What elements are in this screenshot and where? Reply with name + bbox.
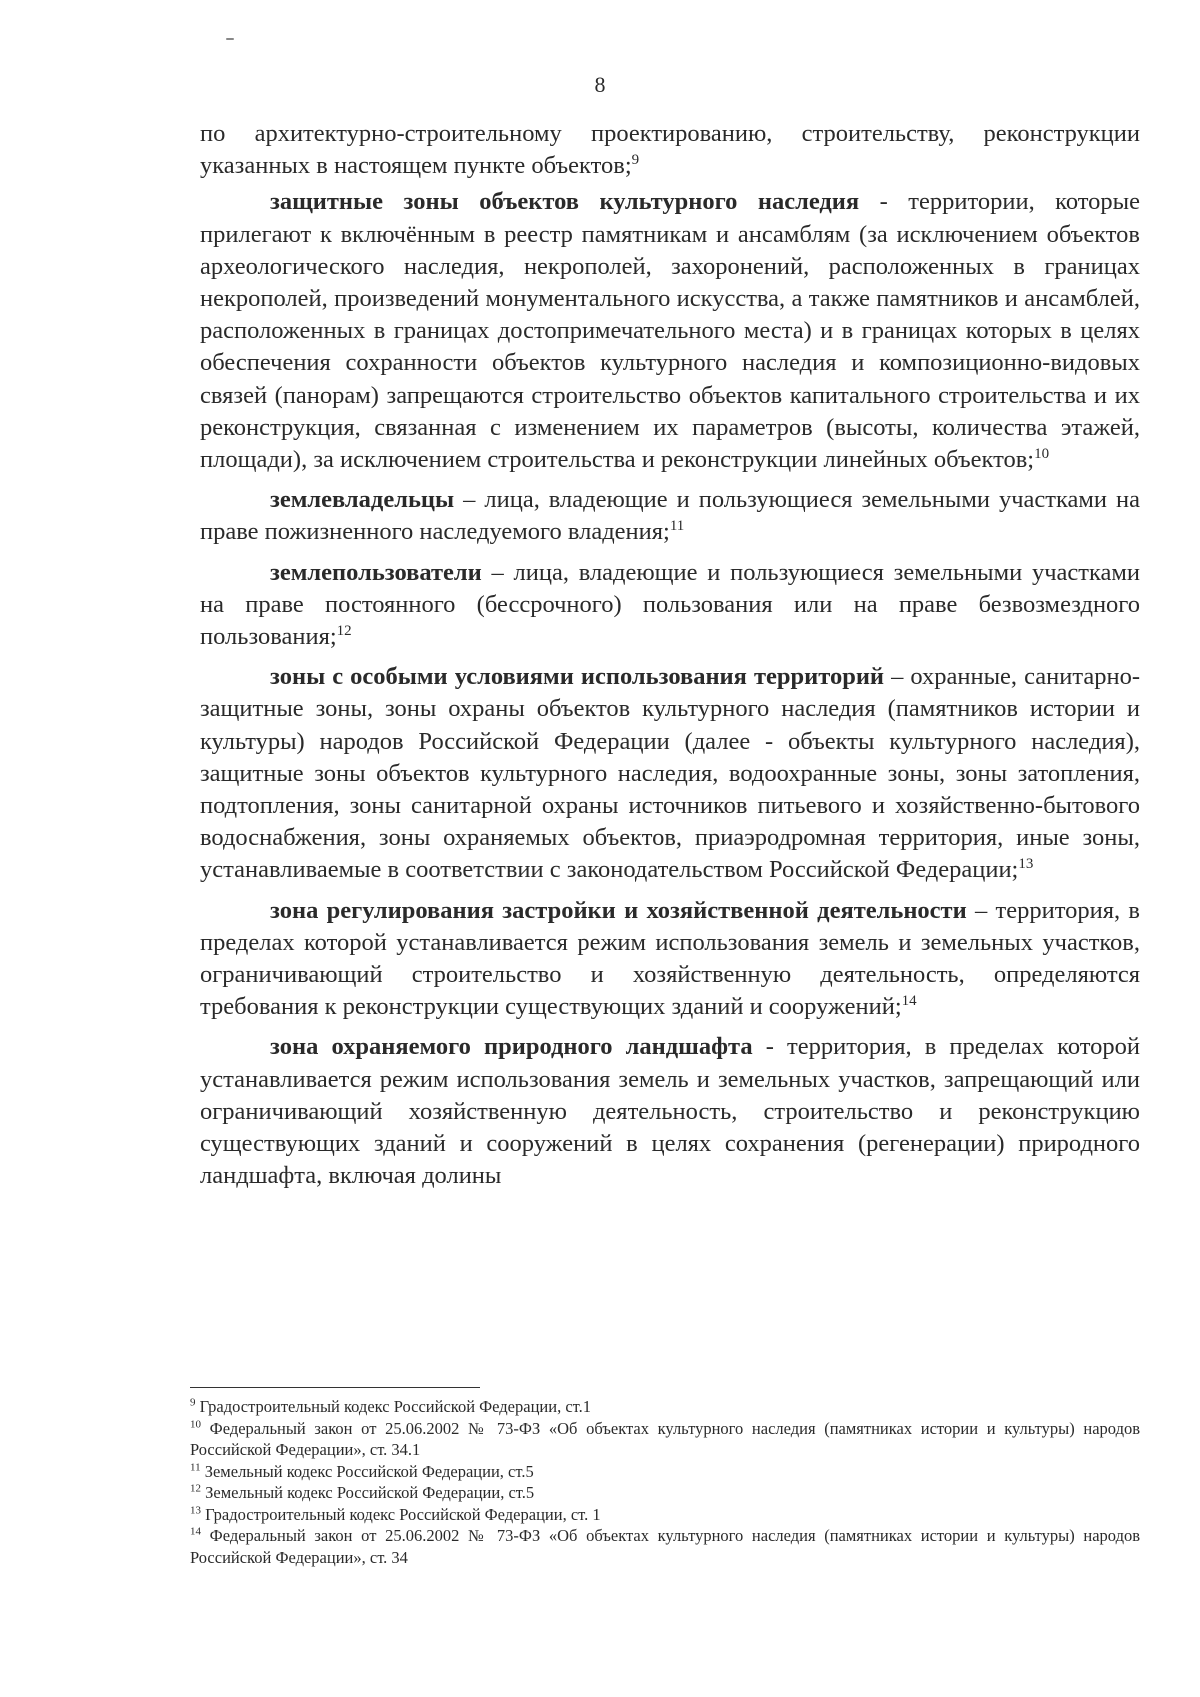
footnote-text: Земельный кодекс Российской Федерации, ст.5 — [205, 1483, 535, 1502]
page-number: 8 — [594, 72, 606, 97]
paragraph-continuation — [200, 118, 1140, 182]
footnote-text: Земельный кодекс Российской Федерации, ст.5 — [204, 1461, 534, 1481]
footnote-number: 14 — [190, 1525, 201, 1538]
footnotes-section — [190, 1396, 1140, 1568]
footnote-text: Федеральный закон от 25.06.2002 № 73-ФЗ «Об объектах культурного наследия (памятниках истории и культуры) народов Российской Федерации», ст. 34 — [190, 1526, 1141, 1567]
document-body — [200, 118, 1140, 1201]
footnote-number: 9 — [190, 1396, 196, 1409]
definition-protected-landscape-zone — [200, 1031, 1140, 1192]
footnote — [190, 1418, 1140, 1461]
footnote — [190, 1396, 1140, 1418]
defined-term: землепользователи — [270, 558, 482, 586]
footnote — [190, 1482, 1140, 1504]
definition-text: - территории, которые прилегают к включённым в реестр памятникам и ансамблям (за исключением объектов археологического наследия, некрополей, захоронений, расположенных в границах некрополей, произведений монументального искусства, а также памятников и ансамблей, расположенных в границах достопримечательного места) и в границах которых в целях обеспечения сохранности объектов культурного наследия и композиционно-видовых связей (панорам) запрещаются строительство объектов капитального строительства и их реконструкция, связанная с изменением их параметров (высоты, количества этажей, площади), за исключением строительства и реконструкции линейных объектов; — [200, 188, 1140, 474]
footnote-text: Градостроительный кодекс Российской Федерации, ст.1 — [199, 1397, 591, 1416]
footnote-number: 10 — [190, 1418, 201, 1430]
footnote-ref: 12 — [336, 622, 352, 639]
defined-term: зона регулирования застройки и хозяйственной деятельности — [270, 896, 967, 924]
scan-artifact — [226, 38, 234, 40]
footnote-separator — [190, 1387, 480, 1388]
definition-development-regulation-zone — [200, 895, 1140, 1024]
footnote-ref: 13 — [1018, 856, 1034, 873]
definition-text: – лица, владеющие и пользующиеся земельными участками на праве пожизненного наследуемого владения; — [200, 486, 1140, 546]
definition-text: – лица, владеющие и пользующиеся земельными участками на праве постоянного (бессрочного) пользования или на праве безвозмездного пользования; — [200, 558, 1140, 651]
definition-text: – охранные, санитарно-защитные зоны, зоны охраны объектов культурного наследия (памятников истории и культуры) народов Российской Федерации (далее - объекты культурного наследия), защитные зоны объектов культурного наследия, водоохранные зоны, зоны затопления, подтопления, зоны санитарной охраны источников питьевого и хозяйственно-бытового водоснабжения, зоны охраняемых объектов, приаэродромная территория, иные зоны, устанавливаемые в соответствии с законодательством Российской Федерации; — [200, 663, 1141, 884]
defined-term: зона охраняемого природного ландшафта — [270, 1033, 753, 1061]
definition-landowners — [200, 484, 1140, 548]
footnote-number: 12 — [190, 1482, 201, 1495]
definition-text: – территория, в пределах которой устанавливается режим использования земель и земельных участков, ограничивающий строительство и хозяйственную деятельность, определяются требования к реконструкции существующих зданий и сооружений; — [200, 896, 1140, 1021]
paragraph-text: по архитектурно-строительному проектированию, строительству, реконструкции указанных в настоящем пункте объектов; — [200, 120, 1140, 180]
footnote-text: Федеральный закон от 25.06.2002 № 73-ФЗ «Об объектах культурного наследия (памятниках истории и культуры) народов Российской Федерации», ст. 34.1 — [190, 1418, 1141, 1459]
defined-term: землевладельцы — [270, 486, 455, 514]
footnote-ref: 10 — [1034, 445, 1050, 462]
defined-term: защитные зоны объектов культурного наследия — [270, 188, 860, 216]
definition-text: - территория, в пределах которой устанавливается режим использования земель и земельных участков, запрещающий или ограничивающий хозяйственную деятельность, строительство и реконструкцию существующих зданий и сооружений в целях сохранения (регенерации) природного ландшафта, включая долины — [200, 1033, 1140, 1190]
footnote-text: Градостроительный кодекс Российской Федерации, ст. 1 — [205, 1504, 601, 1524]
footnote — [190, 1461, 1140, 1483]
definition-land-users — [200, 557, 1140, 654]
footnote-ref: 9 — [631, 152, 640, 169]
definition-protective-zones — [200, 186, 1140, 476]
footnote — [190, 1504, 1140, 1526]
footnote — [190, 1525, 1140, 1568]
footnote-number: 13 — [190, 1504, 201, 1516]
definition-special-use-zones — [200, 661, 1140, 886]
footnote-number: 11 — [190, 1461, 201, 1473]
defined-term: зоны с особыми условиями использования территорий — [270, 663, 885, 691]
footnote-ref: 11 — [669, 518, 685, 535]
footnote-ref: 14 — [901, 993, 917, 1010]
